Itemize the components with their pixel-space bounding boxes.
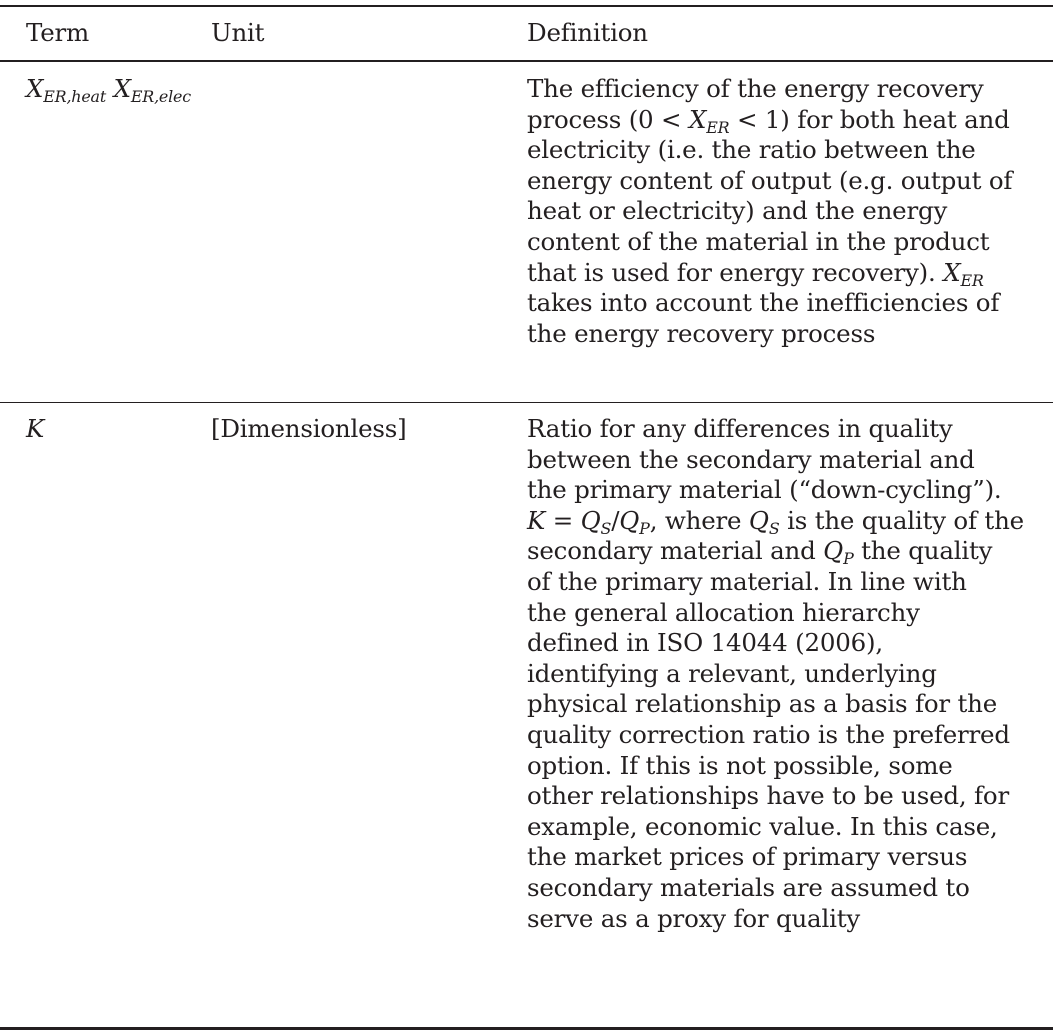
definition-line: identifying a relevant, underlying xyxy=(527,658,937,688)
definition-line: heat or electricity) and the energy xyxy=(527,196,948,226)
table-row-2-term xyxy=(26,414,44,445)
definition-line: that is used for energy recovery). $X_{ER}$ xyxy=(527,257,984,290)
table-bottom-rule xyxy=(0,1027,1053,1030)
definition-line: the general allocation hierarchy xyxy=(527,597,920,627)
definition-line: option. If this is not possible, some xyxy=(527,750,953,780)
definition-line: example, economic value. In this case, xyxy=(527,811,998,841)
term-symbol: X xyxy=(26,74,44,103)
table-row-2-definition xyxy=(527,414,1053,934)
row-divider xyxy=(0,402,1053,403)
definition-line: $K = Q_S/Q_P$, where $Q_S$ is the quality of the xyxy=(527,505,1024,538)
definition-line: between the secondary material and xyxy=(527,444,975,474)
table-top-rule xyxy=(0,5,1053,7)
definition-line: the primary material (“down-cycling”). xyxy=(527,475,1002,505)
definition-line: of the primary material. In line with xyxy=(527,566,967,596)
definition-line: Ratio for any differences in quality xyxy=(527,414,953,443)
table-row-1-term xyxy=(26,74,191,105)
definition-line: energy content of output (e.g. output of xyxy=(527,165,1013,195)
definition-line: secondary material and $Q_P$ the quality xyxy=(527,536,993,569)
table-row-1-definition xyxy=(527,74,1053,349)
term-subscript: ER,elec xyxy=(130,86,191,106)
header-unit: Unit xyxy=(211,18,265,47)
term-symbol: X xyxy=(113,74,131,103)
header-definition: Definition xyxy=(527,18,648,47)
definition-line: other relationships have to be used, for xyxy=(527,781,1009,811)
term-symbol: K xyxy=(26,414,45,443)
definition-line: process $(0 < X_{ER} < 1)$ for both heat and xyxy=(527,104,1010,137)
definition-line: The efficiency of the energy recovery xyxy=(527,74,984,103)
definition-line: serve as a proxy for quality xyxy=(527,903,861,933)
term-subscript: ER,heat xyxy=(43,86,107,106)
table-row-2-unit: [Dimensionless] xyxy=(211,414,407,443)
definition-line: content of the material in the product xyxy=(527,226,990,256)
definition-line: defined in ISO 14044 (2006), xyxy=(527,628,883,658)
definition-line: physical relationship as a basis for the xyxy=(527,689,998,719)
definition-line: secondary materials are assumed to xyxy=(527,872,970,902)
definition-line: the energy recovery process xyxy=(527,318,876,348)
definition-line: quality correction ratio is the preferred xyxy=(527,719,1010,749)
definition-line: electricity (i.e. the ratio between the xyxy=(527,135,976,165)
definition-line: the market prices of primary versus xyxy=(527,842,968,872)
header-rule xyxy=(0,60,1053,62)
header-term: Term xyxy=(26,18,90,47)
definition-line: takes into account the inefficiencies of xyxy=(527,288,1000,318)
